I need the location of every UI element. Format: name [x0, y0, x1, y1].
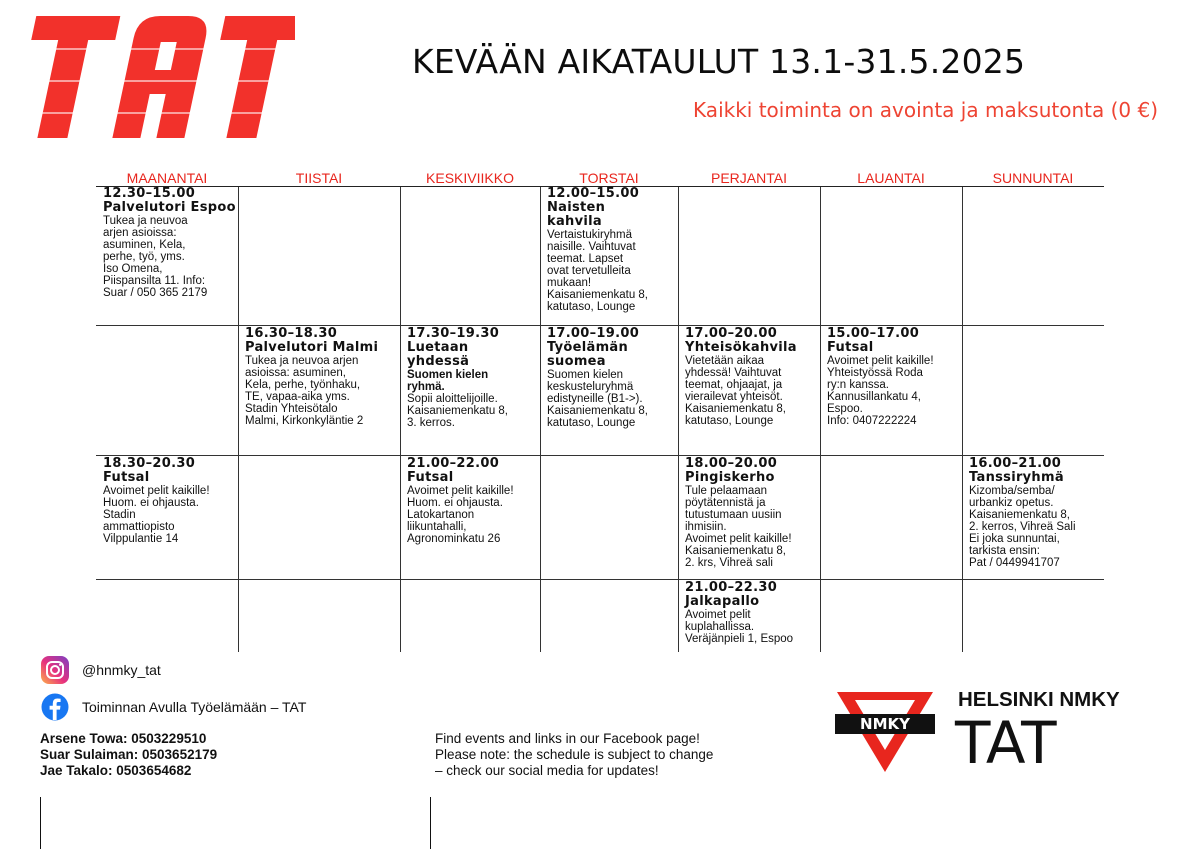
contact-list: [40, 731, 217, 779]
event-palvelutori-espoo: [96, 187, 238, 325]
day-header-sunday: SUNNUNTAI: [992, 170, 1074, 186]
nmky-logo: [835, 690, 935, 774]
event-name: Tanssiryhmä: [969, 470, 1064, 485]
event-luetaan-yhdessa: [400, 327, 540, 455]
event-time: 21.00–22.00: [407, 457, 500, 471]
event-description: Avoimet pelit kuplahallissa. Veräjänpieli 1, Espoo: [685, 609, 794, 645]
contact-item: Suar Sulaiman: 0503652179: [40, 747, 218, 762]
event-name: Futsal: [827, 340, 874, 355]
event-time: 17.00–19.00: [547, 327, 640, 341]
event-description: Avoimet pelit kaikille! Huom. ei ohjausta. Stadin ammattiopisto Vilppulantie 14: [103, 485, 210, 545]
event-description: Kizomba/semba/ urbankiz opetus. Kaisaniemenkatu 8, 2. kerros, Vihreä Sali Ei joka sunnuntai, tarkista ensin: Pat / 0449941707: [969, 485, 1076, 569]
event-jalkapallo: [678, 581, 820, 652]
event-tyoelaman-suomea: [540, 327, 678, 455]
contact-item: Arsene Towa: 0503229510: [40, 731, 207, 746]
day-header-friday: PERJANTAI: [711, 170, 787, 186]
event-name: Jalkapallo: [685, 594, 760, 609]
page-title: KEVÄÄN AIKATAULUT 13.1-31.5.2025: [412, 42, 1026, 81]
event-name: Pingiskerho: [685, 470, 775, 485]
instagram-link[interactable]: [40, 655, 161, 685]
notice-line: Find events and links in our Facebook page!: [435, 731, 700, 746]
event-name: Futsal: [407, 470, 454, 485]
event-name: Luetaan yhdessä: [407, 340, 470, 369]
facebook-link[interactable]: [40, 692, 306, 722]
event-time: 17.30–19.30: [407, 327, 500, 341]
event-time: 18.30–20.30: [103, 457, 196, 471]
event-description: Tukea ja neuvoa arjen asioissa: asuminen, Kela, perhe, työnhaku, TE, vapaa-aika yms. Stadin Yhteisötalo Malmi, Kirkonkyläntie 2: [245, 355, 364, 427]
event-time: 21.00–22.30: [685, 581, 778, 595]
instagram-icon: [40, 655, 70, 685]
event-time: 16.00–21.00: [969, 457, 1062, 471]
event-naisten-kahvila: [540, 187, 678, 325]
event-description: Avoimet pelit kaikille! Huom. ei ohjausta. Latokartanon liikuntahalli, Agronominkatu 26: [407, 485, 514, 545]
tat-logo: [10, 8, 295, 143]
event-name: Futsal: [103, 470, 150, 485]
event-futsal-saturday: [820, 327, 962, 455]
event-name: Naisten kahvila: [547, 200, 606, 229]
event-palvelutori-malmi: [238, 327, 400, 455]
event-name: Palvelutori Espoo: [103, 200, 236, 215]
facebook-icon: [40, 692, 70, 722]
event-description: Suomen kielen keskusteluryhmä edistyneille (B1->). Kaisaniemenkatu 8, katutaso, Lounge: [547, 369, 649, 429]
day-header-thursday: TORSTAI: [579, 170, 639, 186]
row-divider: [96, 579, 1104, 580]
page-subtitle: Kaikki toiminta on avointa ja maksutonta (0 €): [693, 98, 1158, 122]
event-time: 12.30–15.00: [103, 187, 196, 201]
organization-name: HELSINKI NMKY: [958, 688, 1120, 711]
event-description: Tukea ja neuvoa arjen asioissa: asuminen, Kela, perhe, työ, yms. Iso Omena, Piispansilta 11. Info: Suar / 050 365 2179: [103, 215, 208, 299]
event-time: 17.00–20.00: [685, 327, 778, 341]
tat-logo-graphic: [10, 8, 295, 143]
event-pingiskerho: [678, 457, 820, 579]
contact-item: Jae Takalo: 0503654682: [40, 763, 192, 778]
event-time: 18.00–20.00: [685, 457, 778, 471]
row-divider: [96, 325, 1104, 326]
event-name: Palvelutori Malmi: [245, 340, 379, 355]
organization-unit: TAT: [955, 709, 1057, 777]
event-yhteisokahvila: [678, 327, 820, 455]
event-description: Avoimet pelit kaikille! Yhteistyössä Roda ry:n kanssa. Kannusillankatu 4, Espoo. Info: 0407222224: [827, 355, 934, 427]
event-subtitle: Suomen kielen ryhmä.: [407, 369, 489, 393]
schedule-table: [96, 170, 1104, 652]
event-description: Vertaistukiryhmä naisille. Vaihtuvat teemat. Lapset ovat tervetulleita mukaan! Kaisaniemenkatu 8, katutaso, Lounge: [547, 229, 649, 313]
event-time: 15.00–17.00: [827, 327, 920, 341]
event-futsal-monday: [96, 457, 238, 579]
instagram-handle: @hnmky_tat: [82, 662, 161, 678]
day-header-monday: MAANANTAI: [126, 170, 208, 186]
event-tanssiryhma: [962, 457, 1104, 579]
day-header-saturday: LAUANTAI: [857, 170, 925, 186]
event-name: Työelämän suomea: [547, 340, 629, 369]
event-time: 12.00–15.00: [547, 187, 640, 201]
schedule-notice: [435, 731, 713, 779]
day-header-tuesday: TIISTAI: [295, 170, 343, 186]
vertical-divider: [40, 797, 41, 849]
notice-line: Please note: the schedule is subject to change: [435, 747, 714, 762]
facebook-page-name: Toiminnan Avulla Työelämään – TAT: [82, 699, 307, 715]
event-name: Yhteisökahvila: [685, 340, 797, 355]
column-divider: [962, 187, 963, 652]
nmky-badge-text: NMKY: [860, 715, 910, 733]
event-time: 16.30–18.30: [245, 327, 338, 341]
event-description: Tule pelaamaan pöytätennistä ja tutustumaan uusiin ihmisiin. Avoimet pelit kaikille! Kaisaniemenkatu 8, 2. krs, Vihreä sali: [685, 485, 792, 569]
event-description: Sopii aloittelijoille. Kaisaniemenkatu 8, 3. kerros.: [407, 393, 509, 429]
event-description: Vietetään aikaa yhdessä! Vaihtuvat teemat, ohjaajat, ja vierailevat yhteisöt. Kaisaniemenkatu 8, katutaso, Lounge: [685, 355, 787, 427]
day-header-wednesday: KESKIVIIKKO: [426, 170, 514, 186]
vertical-divider: [430, 797, 431, 849]
notice-line: – check our social media for updates!: [435, 763, 659, 778]
row-divider: [96, 455, 1104, 456]
event-futsal-wednesday: [400, 457, 540, 579]
